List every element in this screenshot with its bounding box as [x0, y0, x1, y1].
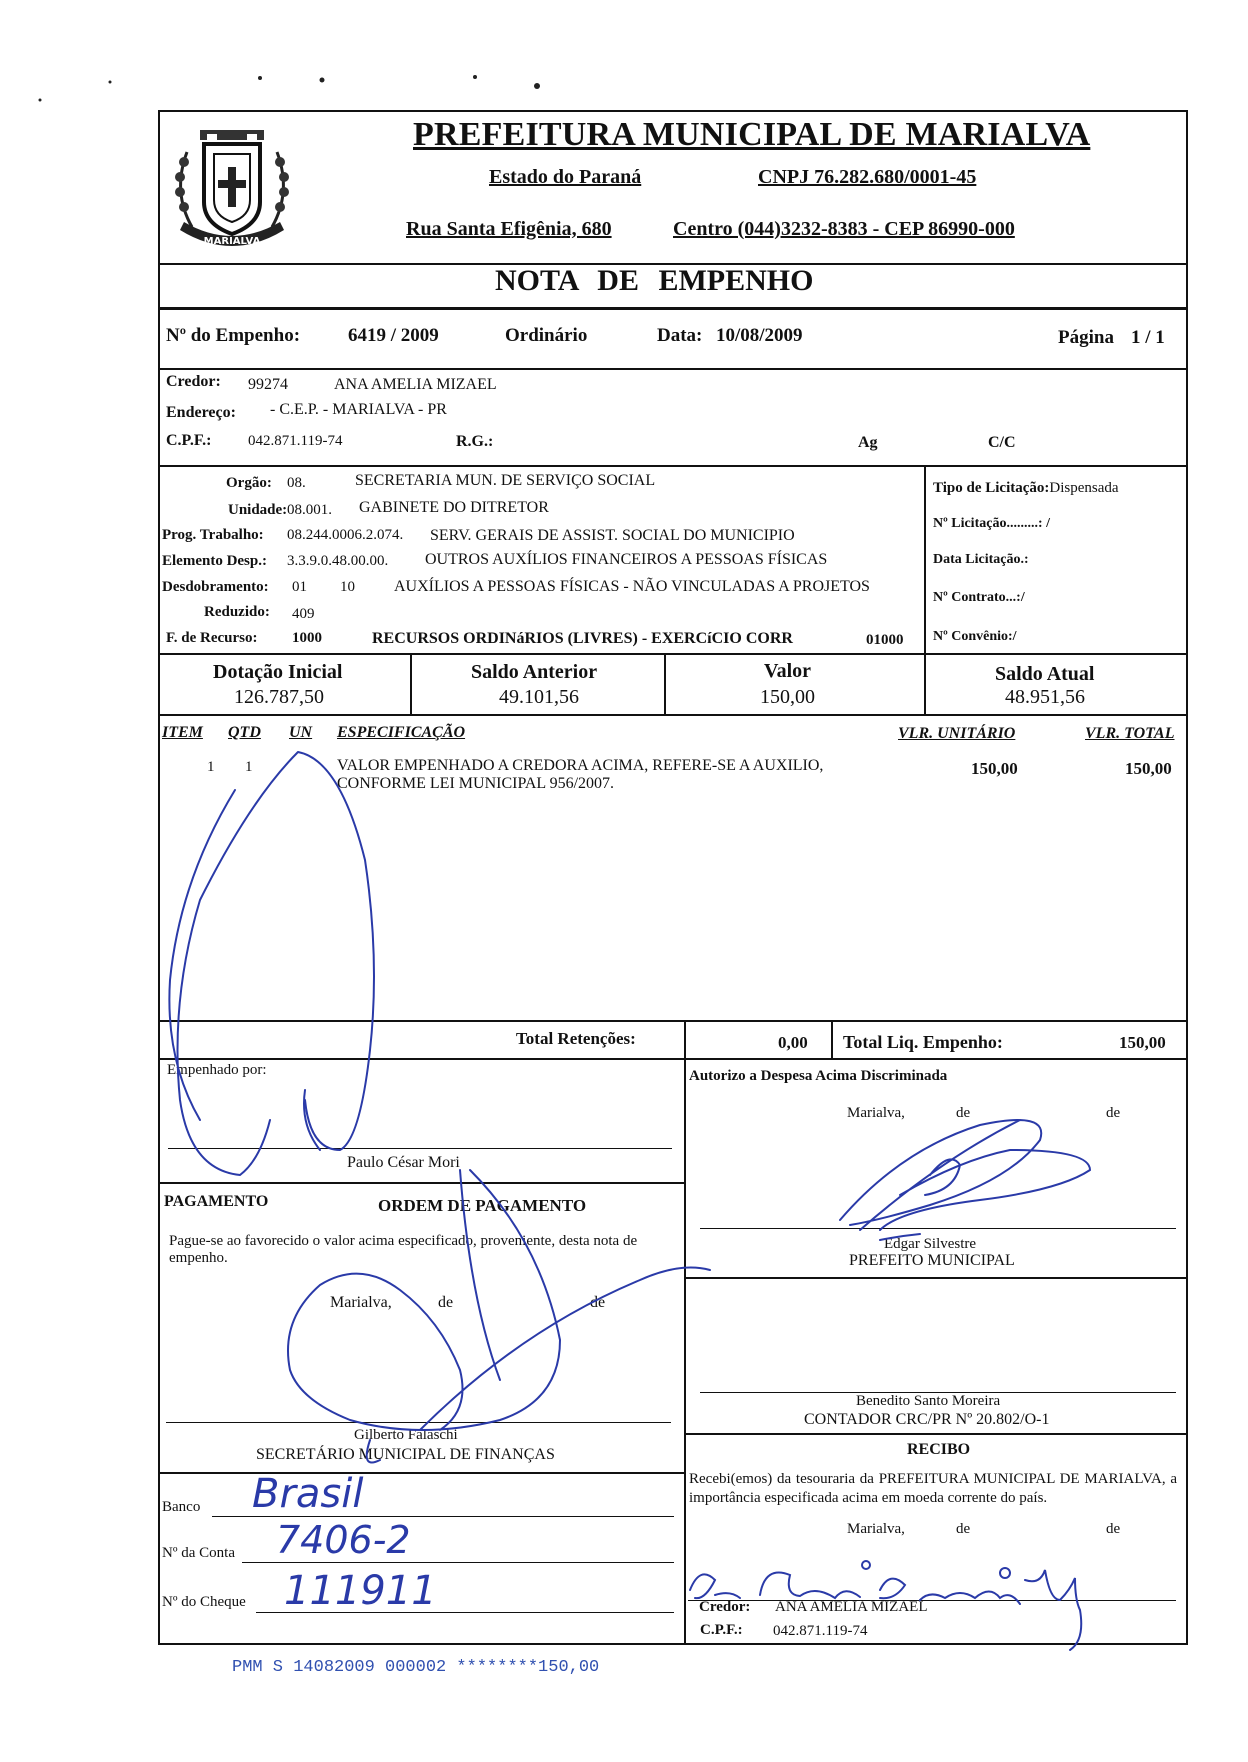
retencoes-value: 0,00	[778, 1033, 808, 1052]
left-de1: de	[438, 1294, 454, 1311]
elemento-code: 3.3.9.0.48.00.00.	[287, 553, 389, 569]
liquido-value: 150,00	[1119, 1033, 1166, 1052]
item-qty: 1	[245, 759, 253, 775]
secretario-name: Gilberto Falaschi	[354, 1427, 458, 1443]
empenho-type: Ordinário	[505, 325, 588, 346]
recurso-label: F. de Recurso:	[166, 630, 258, 646]
unidade-label: Unidade:	[228, 502, 288, 518]
recurso-name: RECURSOS ORDINáRIOS (LIVRES) - EXERCíCIO CORR	[372, 630, 793, 647]
right-city: Marialva,	[847, 1105, 905, 1121]
prog-code: 08.244.0006.2.074.	[287, 527, 404, 543]
prog-name: SERV. GERAIS DE ASSIST. SOCIAL DO MUNICIPIO	[430, 527, 795, 544]
item-total-value: 150,00	[1125, 759, 1172, 778]
credor-label: Credor:	[166, 373, 221, 390]
contador-title: CONTADOR CRC/PR Nº 20.802/O-1	[804, 1411, 1050, 1428]
items-header-unit: VLR. UNITÁRIO	[898, 725, 1016, 742]
endereco-label: Endereço:	[166, 404, 236, 421]
empenhado-label: Empenhado por:	[167, 1062, 267, 1078]
item-number: 1	[207, 759, 215, 775]
scan-specks	[0, 0, 1248, 120]
saldo-anterior-label: Saldo Anterior	[471, 661, 598, 683]
pagamento-label: PAGAMENTO	[164, 1193, 269, 1210]
unidade-name: GABINETE DO DITRETOR	[359, 499, 549, 516]
licitacao-data: Data Licitação.:	[933, 552, 1029, 567]
saldo-anterior-value: 49.101,56	[499, 686, 579, 708]
valor-label: Valor	[764, 660, 812, 682]
items-header-item: ITEM	[162, 724, 203, 741]
dotacao-label: Dotação Inicial	[213, 661, 343, 683]
recibo-cpf-label: C.P.F.:	[700, 1622, 743, 1638]
endereco-value: - C.E.P. - MARIALVA - PR	[270, 401, 447, 418]
recibo-city: Marialva,	[847, 1521, 905, 1537]
prefeito-name: Edgar Silvestre	[884, 1236, 977, 1252]
orgao-name: SECRETARIA MUN. DE SERVIÇO SOCIAL	[355, 472, 656, 489]
conta-label: Nº da Conta	[162, 1545, 235, 1561]
saldo-atual-value: 48.951,56	[1005, 686, 1085, 708]
licitacao-convenio: Nº Convênio:/	[933, 629, 1017, 644]
dotacao-value: 126.787,50	[234, 686, 324, 708]
licitacao-tipo-label: Tipo de Licitação:	[933, 480, 1050, 496]
secretario-title: SECRETÁRIO MUNICIPAL DE FINANÇAS	[256, 1446, 555, 1463]
items-header-qtd: QTD	[228, 724, 261, 741]
saldo-atual-label: Saldo Atual	[995, 663, 1095, 685]
items-header-espec: ESPECIFICAÇÃO	[337, 724, 466, 741]
address-label: Rua Santa Efigênia, 680	[406, 218, 612, 240]
desdob-code2: 10	[340, 579, 355, 595]
orgao-code: 08.	[287, 475, 306, 491]
signature-credor	[690, 1570, 1081, 1650]
contact-label: Centro (044)3232-8383 - CEP 86990-000	[673, 218, 1015, 240]
recurso-code2: 01000	[866, 632, 904, 648]
payment-stamp: PMM S 14082009 000002 ********150,00	[232, 1658, 600, 1677]
elemento-label: Elemento Desp.:	[162, 553, 267, 569]
items-header-total: VLR. TOTAL	[1085, 725, 1175, 742]
licitacao-numero: Nº Licitação.........: /	[933, 516, 1050, 531]
cnpj-label: CNPJ 76.282.680/0001-45	[758, 166, 977, 188]
desdob-code1: 01	[292, 579, 307, 595]
cc-label: C/C	[988, 434, 1016, 451]
rg-label: R.G.:	[456, 433, 494, 450]
prog-label: Prog. Trabalho:	[162, 527, 264, 543]
credor-code: 99274	[248, 376, 288, 393]
recibo-credor-label: Credor:	[699, 1599, 751, 1615]
recibo-cpf: 042.871.119-74	[773, 1623, 868, 1639]
conta-value: 7406-2	[276, 1518, 411, 1562]
prefeito-title: PREFEITO MUNICIPAL	[849, 1252, 1015, 1269]
reduzido-label: Reduzido:	[204, 604, 270, 620]
item-description-line2: CONFORME LEI MUNICIPAL 956/2007.	[337, 775, 615, 792]
item-unit-value: 150,00	[971, 759, 1018, 778]
valor-value: 150,00	[760, 686, 815, 708]
unidade-code: 08.001.	[287, 502, 332, 518]
liquido-label: Total Liq. Empenho:	[843, 1032, 1003, 1052]
recibo-de2: de	[1106, 1521, 1121, 1537]
items-header-un: UN	[289, 724, 313, 741]
desdob-name: AUXÍLIOS A PESSOAS FÍSICAS - NÃO VINCULADAS A PROJETOS	[394, 578, 870, 595]
recurso-code: 1000	[292, 630, 322, 646]
cheque-value: 111911	[284, 1568, 437, 1614]
empenho-number: 6419 / 2009	[348, 325, 439, 346]
right-de1: de	[956, 1105, 971, 1121]
licitacao-tipo-value: Dispensada	[1049, 480, 1119, 496]
recibo-text: Recebi(emos) da tesouraria da PREFEITURA MUNICIPAL DE MARIALVA, a importância especificada acima em moeda corrente do país.	[689, 1471, 1177, 1506]
autorizo-label: Autorizo a Despesa Acima Discriminada	[689, 1068, 948, 1084]
empenho-date: 10/08/2009	[716, 325, 803, 346]
licitacao-contrato: Nº Contrato...:/	[933, 590, 1025, 605]
empenhado-name: Paulo César Mori	[347, 1154, 460, 1171]
doc-title: NOTA DE EMPENHO	[495, 264, 814, 297]
signature-empenhado	[169, 752, 374, 1175]
retencoes-label: Total Retenções:	[516, 1029, 636, 1048]
contador-name: Benedito Santo Moreira	[856, 1393, 1001, 1409]
cpf-value: 042.871.119-74	[248, 433, 343, 449]
cheque-label: Nº do Cheque	[162, 1594, 246, 1610]
state-label: Estado do Paraná	[489, 166, 642, 188]
recibo-de1: de	[956, 1521, 971, 1537]
page-number: 1 / 1	[1131, 327, 1165, 348]
recibo-credor-name: ANA AMELIA MIZAEL	[775, 1599, 928, 1615]
signature-prefeito	[840, 1120, 1090, 1230]
banco-label: Banco	[162, 1499, 201, 1515]
page-label: Página	[1058, 327, 1114, 348]
empenho-date-label: Data:	[657, 325, 703, 346]
item-description-line1: VALOR EMPENHADO A CREDORA ACIMA, REFERE-SE A AUXILIO,	[337, 757, 824, 774]
left-de2: de	[590, 1294, 606, 1311]
orgao-label: Orgão:	[226, 475, 272, 491]
ag-label: Ag	[858, 434, 878, 451]
right-de2: de	[1106, 1105, 1121, 1121]
recibo-title: RECIBO	[907, 1441, 971, 1458]
banco-value: Brasil	[252, 1471, 364, 1517]
desdob-label: Desdobramento:	[162, 579, 269, 595]
cpf-label: C.P.F.:	[166, 432, 212, 449]
left-city: Marialva,	[330, 1294, 392, 1311]
ordem-label: ORDEM DE PAGAMENTO	[378, 1196, 587, 1215]
crest-text: MARIALVA	[203, 236, 261, 247]
signature-secretario	[288, 1170, 710, 1463]
empenho-number-label: Nº do Empenho:	[166, 325, 301, 346]
credor-name: ANA AMELIA MIZAEL	[334, 376, 497, 393]
reduzido-value: 409	[292, 606, 315, 622]
elemento-name: OUTROS AUXÍLIOS FINANCEIROS A PESSOAS FÍSICAS	[425, 551, 828, 568]
municipality-title: PREFEITURA MUNICIPAL DE MARIALVA	[413, 116, 1091, 153]
pague-text: Pague-se ao favorecido o valor acima especificado, proveniente, desta nota de empenho.	[169, 1233, 638, 1266]
